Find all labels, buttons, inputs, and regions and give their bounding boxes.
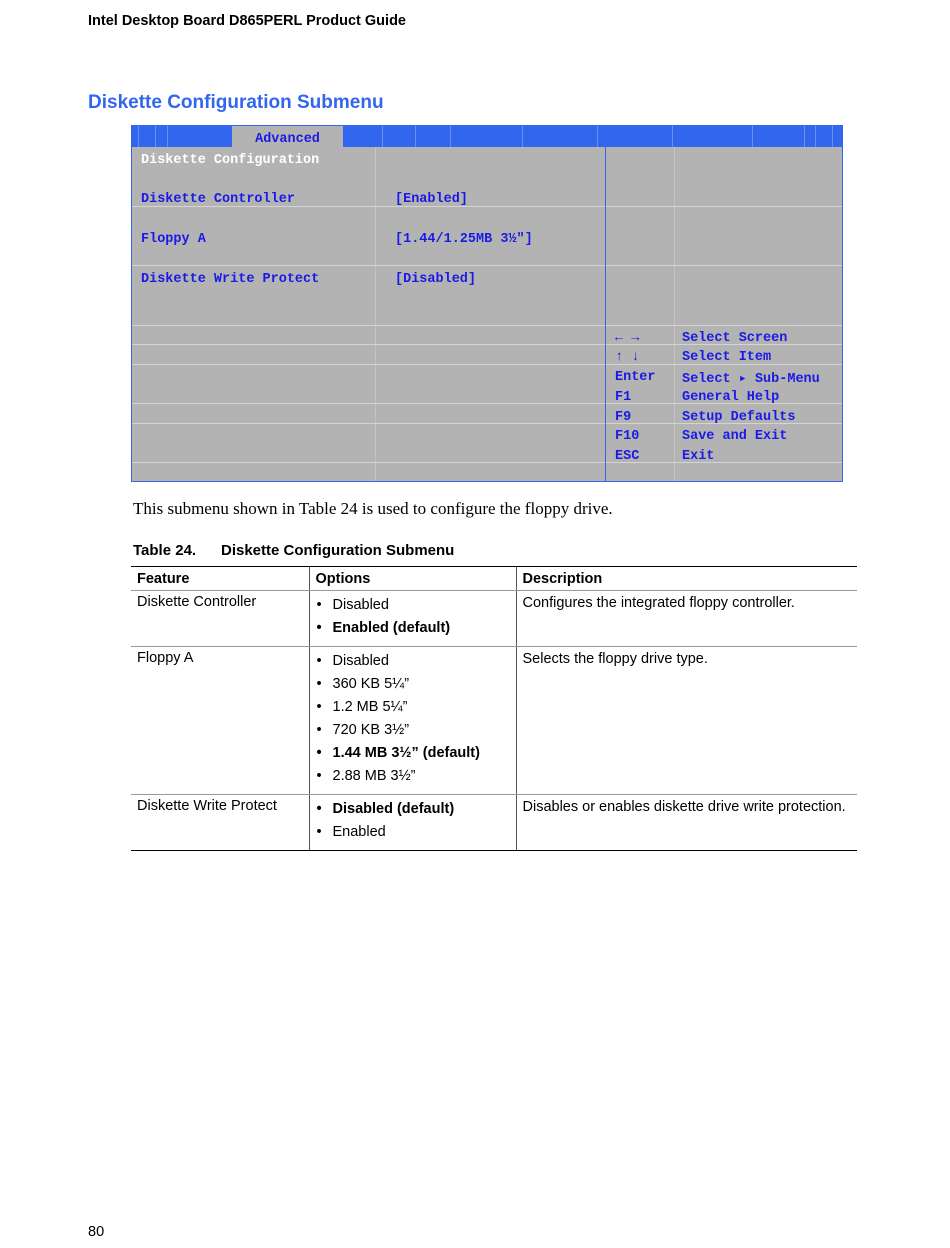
key-action: Select Item bbox=[682, 350, 772, 365]
feature-cell: Diskette Write Protect bbox=[131, 795, 309, 851]
intro-paragraph: This submenu shown in Table 24 is used to configure the floppy drive. bbox=[133, 499, 613, 518]
description-cell: Disables or enables diskette drive write protection. bbox=[516, 795, 857, 851]
description-cell: Configures the integrated floppy controller. bbox=[516, 591, 857, 647]
table-title: Diskette Configuration Submenu bbox=[221, 542, 455, 559]
column-header-feature: Feature bbox=[131, 567, 309, 591]
section-title: Diskette Configuration Submenu bbox=[88, 92, 384, 113]
key-action: Exit bbox=[682, 449, 715, 464]
option-item: • 720 KB 3½” bbox=[316, 719, 510, 742]
bios-item-label: Floppy A bbox=[141, 232, 206, 247]
table-row bbox=[131, 591, 857, 647]
option-item: • 360 KB 5¼” bbox=[316, 673, 510, 696]
key-enter: Enter bbox=[615, 370, 656, 385]
table-row bbox=[131, 795, 857, 851]
bios-setup-screen bbox=[131, 125, 843, 482]
bios-item-value: [1.44/1.25MB 3½"] bbox=[395, 232, 533, 247]
column-header-options: Options bbox=[309, 567, 516, 591]
bios-screen-heading: Diskette Configuration bbox=[141, 153, 320, 168]
column-header-description: Description bbox=[516, 567, 857, 591]
options-cell bbox=[309, 591, 516, 647]
table-header-row bbox=[131, 567, 857, 591]
key-action: Setup Defaults bbox=[682, 410, 796, 425]
option-item-default: • 1.44 MB 3½” (default) bbox=[316, 742, 510, 765]
key-esc: ESC bbox=[615, 449, 640, 464]
bios-pane-divider bbox=[605, 147, 606, 481]
key-action: Save and Exit bbox=[682, 429, 788, 444]
option-item-default: • Disabled (default) bbox=[316, 798, 510, 821]
bios-item-value: [Enabled] bbox=[395, 192, 468, 207]
key-action: General Help bbox=[682, 390, 780, 405]
table-row bbox=[131, 647, 857, 795]
bios-item-label: Diskette Controller bbox=[141, 192, 295, 207]
option-item: • 1.2 MB 5¼” bbox=[316, 696, 510, 719]
table-number: Table 24. bbox=[133, 542, 197, 559]
feature-cell: Floppy A bbox=[131, 647, 309, 795]
option-item: • 2.88 MB 3½” bbox=[316, 765, 510, 788]
key-f9: F9 bbox=[615, 410, 632, 425]
bios-tab-advanced[interactable]: Advanced bbox=[232, 126, 343, 148]
options-cell bbox=[309, 647, 516, 795]
key-f1: F1 bbox=[615, 390, 632, 405]
page-number: 80 bbox=[88, 1224, 105, 1240]
key-f10: F10 bbox=[615, 429, 640, 444]
key-arrows-up-down: ↑ ↓ bbox=[615, 350, 640, 365]
options-cell bbox=[309, 795, 516, 851]
option-item: • Disabled bbox=[316, 650, 510, 673]
bios-item-label: Diskette Write Protect bbox=[141, 272, 320, 287]
key-arrows-left-right: ← → bbox=[615, 331, 640, 346]
table-caption bbox=[133, 542, 454, 559]
feature-cell: Diskette Controller bbox=[131, 591, 309, 647]
key-action: Select Screen bbox=[682, 331, 788, 346]
option-item: • Enabled bbox=[316, 821, 510, 844]
option-item: • Disabled bbox=[316, 594, 510, 617]
description-cell: Selects the floppy drive type. bbox=[516, 647, 857, 795]
running-header: Intel Desktop Board D865PERL Product Guide bbox=[88, 13, 406, 29]
key-action: Select ▸ Sub-Menu bbox=[682, 372, 820, 387]
diskette-config-table bbox=[131, 566, 857, 851]
option-item-default: • Enabled (default) bbox=[316, 617, 510, 640]
bios-item-value: [Disabled] bbox=[395, 272, 477, 287]
